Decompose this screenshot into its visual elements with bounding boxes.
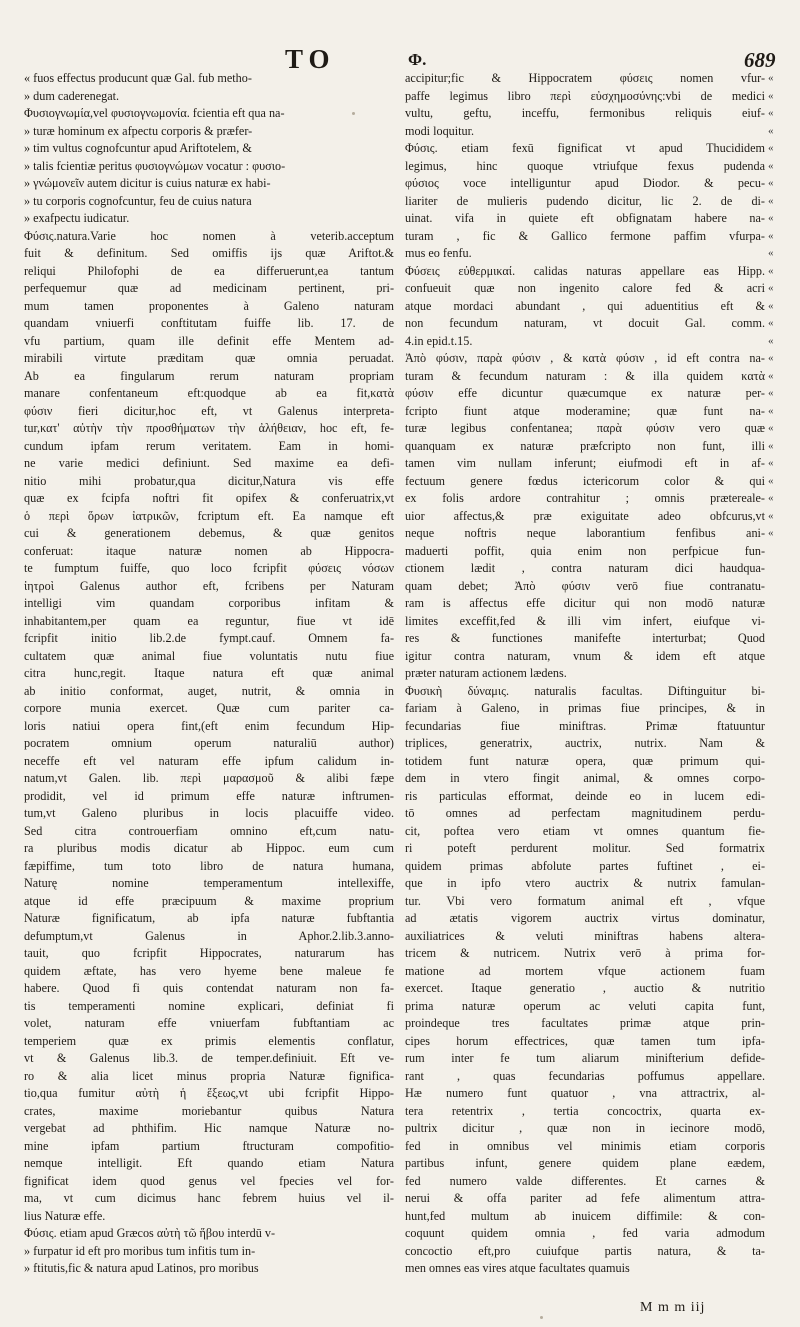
text-line: temperiem quæ ex primis elementis conflatur, (24, 1033, 394, 1048)
text-line: tricem & nutricem. Nutrix verō à prima for- (405, 946, 765, 960)
text-line: vergebat ad phthifim. Hic namque Naturæ no- (24, 1121, 394, 1135)
margin-quote-mark: « (768, 282, 774, 294)
text-line: quæ ex fcipfa noftri fit opifex & conferuatrix,vt (24, 491, 394, 505)
margin-quote-mark: « (768, 177, 774, 189)
text-line: turam & fecundum naturam : & illa quidem κατὰ (405, 368, 765, 383)
margin-quote-mark: « (768, 159, 774, 172)
text-line: reliqui Philofophi de ea differuerunt,ea tantum (24, 263, 394, 278)
margin-quote-mark: « (768, 404, 774, 417)
left-text-column (24, 70, 394, 1278)
text-line: conferuat: itaque naturæ nomen ab Hippocra- (24, 543, 394, 558)
margin-quote-mark: « (768, 299, 774, 312)
text-line: 4.in epid.t.15. (405, 333, 473, 348)
margin-quote-mark: « (768, 474, 774, 487)
text-line: φύσιν effe dicuntur quæcumque ex naturæ per- (405, 386, 765, 400)
text-line: quanquam ex naturæ præfcripto non funt, illi (405, 438, 765, 453)
text-line: prodidit, vel id primum effe naturæ inftrumen- (24, 788, 394, 803)
text-line: totidem funt naturæ opera, quæ primum qui- (405, 753, 765, 768)
margin-quote-mark: « (768, 124, 774, 137)
text-line: « fuos effectus producunt quæ Gal. fub metho- (24, 71, 252, 85)
text-line: exercet. Itaque generatio , auctio & nutritio (405, 981, 765, 995)
text-line: ad ætatis vigorem auctrix virtus dominatur, (405, 911, 765, 925)
text-line: ὁ περὶ ὅρων ἰατρικῶν, fcriptum eft. Ea namque eft (24, 508, 394, 523)
text-line: natum,vt Galen. lib. περὶ μαρασμοῦ & alibi fæpe (24, 771, 394, 785)
text-line: ris particulas efformat, deinde eo in lucem edi- (405, 788, 765, 803)
margin-quote-mark: « (768, 492, 774, 504)
text-line: atque id effe præcipuum & maxime proprium (24, 893, 394, 908)
text-line: proindeque tres facultates primæ atque prin- (405, 1016, 765, 1030)
text-line: Naturę nomine temperamentum intellexiffe, (24, 876, 394, 890)
text-line: fcripto fiunt atque moderamine; quæ funt na- (405, 403, 765, 418)
text-line: pultrix dicitur , quæ non in iecinore modō, (405, 1121, 765, 1135)
text-line: fecundarias fiue miniftras. Primæ ftatuuntur (405, 718, 765, 733)
text-line: fed numero valde differentes. Et carnes & (405, 1173, 765, 1188)
running-head (0, 44, 800, 72)
text-line: rum inter fe tum aliarum minifterium defide- (405, 1051, 765, 1065)
text-line: uinat. vifa in quiete eft obfignatam habere na- (405, 211, 765, 225)
text-line: mus eo fenfu. (405, 246, 472, 260)
margin-quote-mark: « (768, 334, 774, 347)
text-line: tamen vim nullam inferunt; eiufmodi eft in af- (405, 456, 765, 470)
text-line: vultu, geftu, inceffu, fermonibus reliquis eiuf- (405, 106, 765, 120)
text-line: loris natiui opera fint,(eft enim fecundum Hip- (24, 718, 394, 733)
paper-speck (540, 1316, 543, 1319)
margin-quote-mark: « (768, 142, 774, 154)
text-line: fæpiffime, tum toto libro de natura humana, (24, 858, 394, 873)
text-line: quam debet; Ἀπὸ φύσιν verō fiue contranatu- (405, 578, 765, 593)
text-line: neceffe eft vel naturam effe ipfum calidum in- (24, 753, 394, 768)
text-line: dem in vtero fingit animal, & omnes corpo- (405, 771, 765, 785)
text-line: modi loquitur. (405, 123, 475, 138)
text-line: paffe legimus libro περὶ εὐσχημοσύνης:vbi de medici (405, 88, 765, 103)
text-line: Naturæ fignificatum, ab ipfa naturæ fubftantia (24, 911, 394, 925)
text-line: » dum caderenegat. (24, 88, 120, 103)
margin-quote-mark: « (768, 194, 774, 207)
text-line: triplices, generatrix, auctrix, nutrix. Nam & (405, 736, 765, 750)
margin-quote-mark: « (768, 317, 774, 329)
text-line: » exafpectu iudicatur. (24, 211, 130, 225)
margin-quote-mark: « (768, 387, 774, 399)
margin-quote-mark: « (768, 247, 774, 259)
margin-quote-mark: « (768, 422, 774, 434)
text-line: neque noftris neque laborantium fenfibus ani- (405, 526, 765, 540)
text-line: Φυσικὴ δύναμις. naturalis facultas. Diftinguitur bi- (405, 683, 765, 698)
text-line: manare confentaneum eft:quodque ab ea fit,κατὰ (24, 386, 394, 400)
text-line: tis temperamenti nomine explicari, definiat fi (24, 998, 394, 1013)
text-line: intelligi vim quandam corporibus infitam & (24, 596, 394, 610)
text-line: mirabili virtute præditam quæ omnia peruadat. (24, 351, 394, 365)
text-line: defumptum,vt Galenus in Aphor.2.lib.3.anno- (24, 928, 394, 943)
text-line: » ftitutis,fic & natura apud Latinos, pro moribus (24, 1261, 259, 1275)
text-line: fcripfit initio lib.2.de fympt.cauf. Omnem fa- (24, 631, 394, 645)
right-margin-quote-marks (768, 70, 792, 543)
text-line: nemque intelligit. Eft quando etiam Natura (24, 1156, 394, 1170)
paper-speck (352, 112, 355, 115)
text-line: inhabitantem,per quam ea reguntur, fiue vt idē (24, 613, 394, 628)
text-line: ab initio conformat, auget, nutrit, & omnia in (24, 683, 394, 698)
text-line: φύσιος voce intelliguntur apud Diodor. & pecu- (405, 176, 765, 190)
text-line: » γνώμονεῖν autem dicitur is cuius naturæ ex habi- (24, 176, 271, 190)
text-line: tur. Vbi vero formatum animal eft , vfque (405, 893, 765, 908)
text-line: nitio mihi probatur,qua dicitur,Natura vis effe (24, 473, 394, 488)
margin-quote-mark: « (768, 509, 774, 522)
text-line: cundum ipfam rerum veritatem. Eam in homi- (24, 438, 394, 453)
text-line: mum tamen proponentes à Galeno naturam (24, 298, 394, 313)
text-line: fed in omnibus vel minimis etiam corporis (405, 1138, 765, 1153)
text-line: pocratem omnium operum naturaliū author) (24, 736, 394, 750)
text-line: vfu partium, quam ille definit effe Mentem ad- (24, 333, 394, 348)
text-line: atque mordaci abundant , qui aduentitius eft & (405, 298, 765, 313)
margin-quote-mark: « (768, 107, 774, 119)
margin-quote-mark: « (768, 352, 774, 364)
margin-quote-mark: « (768, 89, 774, 102)
text-line: quidem primas abfolute partes fuftinet , ei- (405, 858, 765, 873)
text-line: igitur contra naturam, vnum & idem eft atque (405, 648, 765, 663)
header-center-letter: Φ. (408, 50, 427, 69)
margin-quote-mark: « (768, 229, 774, 242)
text-line: » tim vultus cognofcuntur apud Ariftotelem, & (24, 141, 252, 155)
text-line: Sed citra controuerfiam omnino eft,cum natu- (24, 823, 394, 838)
text-line: » furpatur id eft pro moribus tum infitis tum in- (24, 1243, 256, 1258)
text-line: crates, maxime moriebantur quibus Natura (24, 1103, 394, 1118)
text-line: partibus infunt, genere quidem plane eædem, (405, 1156, 765, 1170)
text-line: quidem æftate, has vero hyeme bene maleue fe (24, 963, 394, 978)
text-line: non fecundum naturam, vt docuit Gal. comm. (405, 316, 765, 330)
text-line: ri poteft perdurent molitur. Sed formatrix (405, 841, 765, 855)
text-line: Φύσις. etiam apud Græcos αὐτὴ τῶ ἥβου interdū v- (24, 1226, 276, 1240)
text-line: limites exceffit,fed & illi vim infert, eiufque vi- (405, 613, 765, 628)
text-line: matione ad mortem vfque actionem fuam (405, 963, 765, 978)
text-line: concoctio eft,pro cuiufque partis natura, & ta- (405, 1243, 765, 1258)
text-line: mine ipfam partium ftructuram compofitio- (24, 1138, 394, 1153)
text-line: ἰητροὶ Galenus author eft, fcribens per Naturam (24, 578, 394, 593)
text-line: Ἀπὸ φύσιν, παρὰ φύσιν , & κατὰ φύσιν , id eft contra na- (405, 351, 765, 365)
margin-quote-mark: « (768, 369, 774, 382)
text-line: auxiliatrices & veluti miniftras habens altera- (405, 928, 765, 943)
text-line: fariam à Galeno, in primas fiue principes, & in (405, 701, 765, 715)
text-line: » talis fcientiæ peritus φυσιογνώμων vocatur : φυσιο- (24, 158, 286, 173)
text-line: φύσιν fieri dicitur,hoc eft, vt Galenus interpreta- (24, 403, 394, 418)
text-line: ro & alia licet minus propria Naturæ fignifica- (24, 1068, 394, 1083)
text-line: que in ipfo vtero auctrix & nutrix famulan- (405, 876, 765, 890)
header-left-letters: TO (285, 44, 336, 74)
text-line: præter naturam actionem lædens. (405, 666, 567, 680)
text-line: ctionem lædit , contra naturam dici haudqua- (405, 561, 765, 575)
text-line: vt & Galenus lib.3. de temper.definiuit. Eft ve- (24, 1051, 394, 1065)
text-line: rant , quas fecundarias poffumus appellare. (405, 1068, 765, 1083)
text-line: cui & generationem debemus, & quæ genitos (24, 526, 394, 540)
margin-quote-mark: « (768, 439, 774, 452)
margin-quote-mark: « (768, 457, 774, 469)
text-line: Ab ea fingularum rerum naturam propriam (24, 368, 394, 383)
text-line: prima naturæ operum ac veluti capita funt, (405, 998, 765, 1013)
text-line: men omnes eas vires atque facultates quamuis (405, 1261, 630, 1275)
text-line: te fumptum fuiffe, quo loco fcripfit φύσεις νόσων (24, 561, 394, 575)
margin-quote-mark: « (768, 212, 774, 224)
text-line: res & functiones manifefte interturbat; Quod (405, 631, 765, 645)
text-line: tur,κατ' αὐτὴν τὴν προσθήματων τὴν ἀλήθειαν, hoc eft, fe- (24, 421, 394, 435)
text-line: maduerti poffit, quia enim non perfpicue fun- (405, 543, 765, 558)
text-line: perfequemur quæ ad medicinam pertinent, pri- (24, 281, 394, 295)
text-line: hunt,fed multum ab inuicem diffimile: & con- (405, 1208, 765, 1223)
text-line: fectuum genere fœdus ictericorum color & qui (405, 473, 765, 488)
text-line: citra hunc,regit. Itaque natura eft quæ animal (24, 666, 394, 680)
text-line: » tu corporis cognofcuntur, feu de cuius natura (24, 193, 252, 208)
page-number: 689 (744, 48, 776, 72)
text-line: Φύσις. etiam fexū fignificat vt apud Thucididem (405, 141, 765, 155)
text-line: habere. Quod fi quis contendat naturam non fa- (24, 981, 394, 995)
right-text-column (405, 70, 765, 1278)
text-line: » turæ hominum ex afpectu corporis & præfer- (24, 123, 253, 138)
text-line: confueuit quæ non ingenito calore fed & acri (405, 281, 765, 295)
text-line: ma, vt cum dicimus hanc febrem huius vel il- (24, 1191, 394, 1205)
text-line: fuit & definitum. Sed omiffis ijs quæ Ariftot.& (24, 246, 394, 260)
margin-quote-mark: « (768, 527, 774, 539)
text-line: tum,vt Galeno pluribus in locis placuiffe video. (24, 806, 394, 820)
text-line: cultatem quæ animal fiue voluntatis nutu fiue (24, 648, 394, 663)
signature-mark: M m m iij (640, 1300, 706, 1315)
text-line: tio,qua fumitur αὐτὴ ἡ ἕξεως,vt ubi fcripfit Hippo- (24, 1086, 394, 1100)
text-line: Φυσιογνωμία,vel φυσιογνωμονία. fcientia eft qua na- (24, 106, 285, 120)
text-line: volet, naturam effe vniuerfam fubftantiam ac (24, 1016, 394, 1030)
margin-quote-mark: « (768, 264, 774, 277)
text-line: uior affectus,& præ exiguitate adeo obfcurus,vt (405, 508, 765, 523)
text-line: Hæ numero funt quatuor , vna attractrix, al- (405, 1086, 765, 1100)
text-line: legimus, hinc quoque vtriufque fexus pudenda (405, 158, 765, 173)
text-line: liariter de mulieris pudendo dicitur, lic 2. de di- (405, 193, 765, 208)
text-line: cit, poftea vero etiam vt omnes quantum fie- (405, 823, 765, 838)
text-line: ex folis ardore contrahitur ; omnis prætereale- (405, 491, 765, 505)
text-line: nerui & offa pariter ad fefe alimentum attra- (405, 1191, 765, 1205)
text-line: fignificat idem quod genus vel fpecies vel for- (24, 1173, 394, 1188)
text-line: cipes horum effectrices, quæ tamen tum ipfa- (405, 1033, 765, 1048)
text-line: ne varie medici definiunt. Sed maxime ea defi- (24, 456, 394, 470)
margin-quote-mark: « (768, 72, 774, 84)
text-line: corpore munia exercet. Quæ cum pariter ca- (24, 701, 394, 715)
text-line: lius Naturæ effe. (24, 1208, 106, 1223)
text-line: ra pluribus modis dicatur ab Hippoc. eum cum (24, 841, 394, 855)
text-line: quandam vniuerfi conftitutam fuiffe lib. 17. de (24, 316, 394, 330)
text-line: Φύσις.natura.Varie hoc nomen à veterib.acceptum (24, 228, 394, 243)
text-line: ram is affectus effe dicitur qui non modō naturæ (405, 596, 765, 610)
text-line: turæ legibus confentanea; παρὰ φύσιν vero quæ (405, 421, 765, 435)
text-line: accipitur;fic & Hippocratem φύσεις nomen vfur- (405, 71, 765, 85)
text-line: tera retentrix , tertia concoctrix, quarta ex- (405, 1103, 765, 1118)
text-line: coquunt quidem omnia , fed varia admodum (405, 1226, 765, 1240)
text-line: tō omnes ad perfectam magnitudinem perdu- (405, 806, 765, 820)
text-line: turam , fic & Gallico fermone paffim vfurpa- (405, 228, 765, 243)
text-line: tauit, quo fcripfit Hippocrates, naturarum has (24, 946, 394, 960)
text-line: Φύσεις εὐθερμικαί. calidas naturas appellare eas Hipp. (405, 263, 765, 278)
